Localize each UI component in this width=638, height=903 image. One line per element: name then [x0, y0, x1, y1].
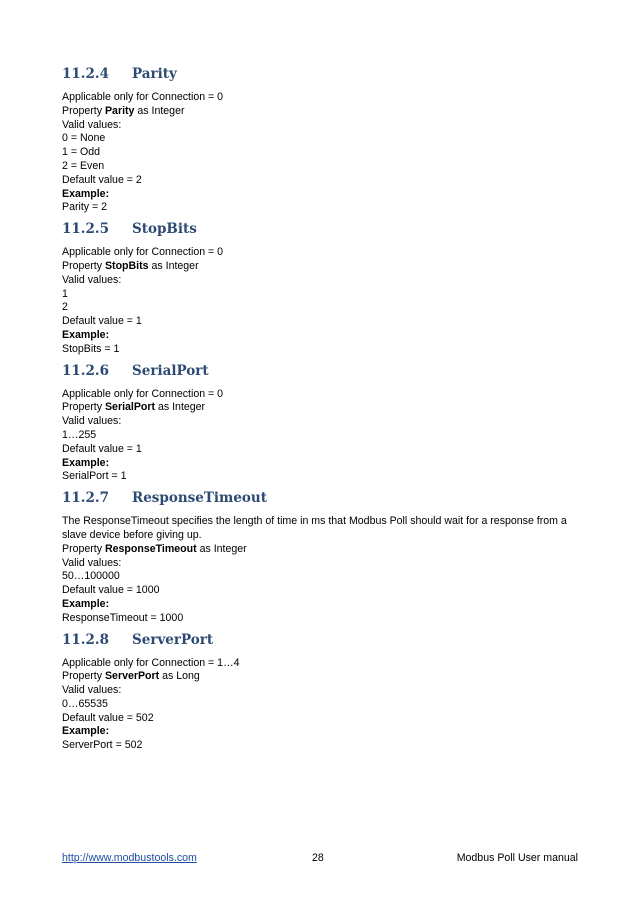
default-value: Default value = 2: [62, 173, 142, 186]
page-number: 28: [312, 852, 324, 864]
property-line: [62, 401, 592, 415]
section-parity: [62, 66, 592, 215]
property-line: [62, 543, 592, 557]
valid-values-label: Valid values:: [62, 118, 122, 131]
section-title: SerialPort: [132, 362, 209, 379]
property-name: StopBits: [104, 259, 149, 272]
property-line: [62, 105, 592, 119]
valid-value: 2: [62, 301, 68, 314]
section-stopbits: [62, 221, 592, 356]
section-number: 11.2.7: [62, 490, 109, 507]
property-prefix: Property: [62, 670, 105, 683]
property-suffix: as Integer: [134, 104, 185, 117]
valid-value: 2 = Even: [62, 159, 105, 172]
example-label: Example:: [62, 725, 110, 738]
default-value: Default value = 502: [62, 711, 154, 724]
section-title: ServerPort: [132, 631, 214, 648]
description-text: The ResponseTimeout specifies the length of time in ms that Modbus Poll should wait for a response from a slave device before giving up.: [62, 515, 567, 541]
section-title: Parity: [132, 66, 177, 82]
applicable-text: Applicable only for Connection = 1…4: [62, 656, 240, 669]
default-value: Default value = 1000: [62, 584, 160, 597]
property-suffix: as Integer: [148, 259, 199, 272]
example-label: Example:: [62, 456, 110, 469]
property-name: SerialPort: [104, 401, 156, 414]
section-heading: [62, 490, 592, 508]
property-name: Parity: [104, 104, 135, 117]
example-label: Example:: [62, 187, 110, 200]
valid-values-label: Valid values:: [62, 684, 122, 697]
section-heading: [62, 221, 592, 239]
section-heading: [62, 363, 592, 381]
example-label: Example:: [62, 328, 110, 341]
section-heading: [62, 66, 592, 84]
applicable-text: Applicable only for Connection = 0: [62, 91, 224, 103]
valid-value: 1…255: [62, 428, 97, 441]
section-title: StopBits: [132, 221, 197, 238]
valid-value: 0 = None: [62, 132, 106, 145]
section-heading: [62, 632, 592, 650]
valid-value: 1: [62, 287, 68, 300]
property-line: [62, 670, 592, 684]
example-text: ResponseTimeout = 1000: [62, 611, 184, 624]
section-number: 11.2.4: [62, 66, 109, 82]
valid-values-label: Valid values:: [62, 273, 122, 286]
section-serialport: [62, 363, 592, 485]
document-body: [62, 66, 592, 759]
property-line: [62, 260, 592, 274]
section-number: 11.2.6: [62, 362, 109, 379]
section-number: 11.2.8: [62, 631, 109, 648]
example-text: Parity = 2: [62, 201, 108, 214]
default-value: Default value = 1: [62, 315, 142, 328]
valid-value: 50…100000: [62, 570, 120, 583]
valid-values-label: Valid values:: [62, 556, 122, 569]
example-text: ServerPort = 502: [62, 739, 143, 752]
footer-website-link[interactable]: http://www.modbustools.com: [62, 852, 197, 864]
page-footer: [62, 852, 592, 866]
example-text: StopBits = 1: [62, 342, 120, 355]
property-prefix: Property: [62, 104, 105, 117]
property-name: ResponseTimeout: [104, 542, 197, 555]
valid-value: 0…65535: [62, 697, 108, 710]
property-prefix: Property: [62, 401, 105, 414]
document-title: Modbus Poll User manual: [456, 852, 578, 864]
property-name: ServerPort: [104, 670, 160, 683]
section-serverport: [62, 632, 592, 754]
valid-values-label: Valid values:: [62, 415, 122, 428]
applicable-text: Applicable only for Connection = 0: [62, 246, 224, 259]
example-label: Example:: [62, 597, 110, 610]
property-suffix: as Integer: [196, 542, 247, 555]
section-responsetimeout: [62, 490, 592, 625]
property-suffix: as Long: [159, 670, 200, 683]
property-suffix: as Integer: [155, 401, 206, 414]
section-title: ResponseTimeout: [132, 490, 267, 507]
example-text: SerialPort = 1: [62, 470, 127, 483]
valid-value: 1 = Odd: [62, 146, 100, 159]
section-number: 11.2.5: [62, 221, 109, 238]
default-value: Default value = 1: [62, 442, 142, 455]
property-prefix: Property: [62, 542, 105, 555]
applicable-text: Applicable only for Connection = 0: [62, 387, 224, 400]
property-prefix: Property: [62, 259, 105, 272]
